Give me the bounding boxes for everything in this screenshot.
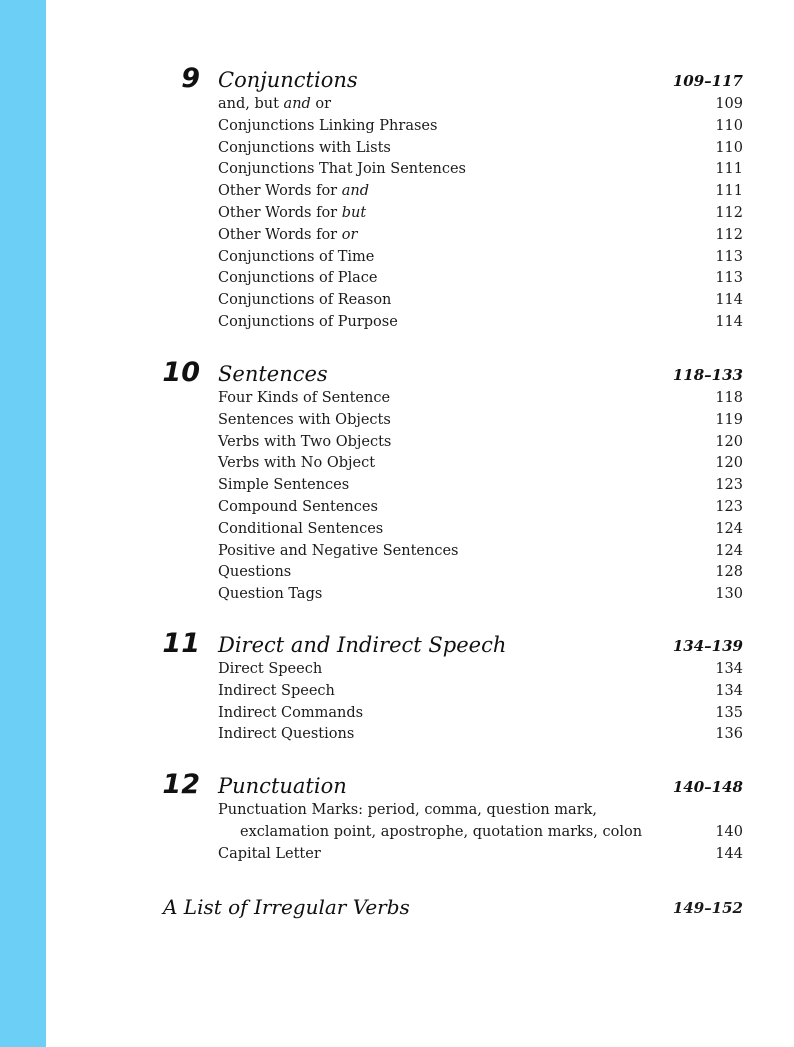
toc-entry <box>0 584 794 606</box>
entry-label <box>218 800 597 821</box>
toc-entry <box>0 94 794 116</box>
entry-label-part: Compound Sentences <box>218 498 378 515</box>
entry-page-number: 114 <box>715 313 743 330</box>
entry-label-part: and, but <box>218 96 284 112</box>
entry-page-number: 111 <box>715 161 743 178</box>
toc-entry <box>0 138 794 160</box>
toc-entry <box>0 312 794 334</box>
toc-entry <box>0 562 794 584</box>
entry-label <box>218 519 383 540</box>
toc-entry <box>0 541 794 563</box>
chapter-title: Punctuation <box>218 774 347 798</box>
entry-page-number: 118 <box>715 390 743 406</box>
chapter-title: Conjunctions <box>218 68 358 92</box>
entry-page-number: 114 <box>715 292 743 309</box>
toc-entry <box>0 203 794 225</box>
chapter-page-range: 134–139 <box>672 637 743 655</box>
toc-entry <box>0 822 794 844</box>
entry-label <box>218 724 354 745</box>
entry-label <box>218 116 437 137</box>
entry-label-part: Conjunctions of Reason <box>218 292 392 309</box>
entry-label <box>218 432 391 453</box>
chapter-10 <box>0 358 794 606</box>
toc-entry <box>0 497 794 519</box>
entry-label-part: exclamation point, apostrophe, quotation marks, colon <box>240 823 643 840</box>
appendix-title: A List of Irregular Verbs <box>163 895 410 919</box>
entry-label <box>218 312 398 333</box>
chapter-page-range: 109–117 <box>672 72 743 90</box>
chapter-entries <box>0 659 794 746</box>
entry-page-number: 120 <box>715 433 743 450</box>
toc-entry <box>0 475 794 497</box>
entry-page-number: 123 <box>715 498 743 515</box>
toc-entry <box>0 844 794 866</box>
entry-label <box>218 410 391 431</box>
entry-label-part: Conjunctions with Lists <box>218 139 391 156</box>
entry-page-number: 134 <box>715 682 743 699</box>
entry-label-part: Conditional Sentences <box>218 520 384 537</box>
entry-label-part: Question Tags <box>218 586 323 603</box>
chapter-heading <box>0 64 794 94</box>
entry-label-part: Conjunctions of Purpose <box>218 313 398 330</box>
entry-page-number: 111 <box>715 183 743 200</box>
toc-entry <box>0 290 794 312</box>
entry-label-part: Other Words for <box>218 226 342 243</box>
entry-label <box>218 290 391 311</box>
entry-label-part: Sentences with Objects <box>218 411 391 428</box>
entry-label <box>218 94 331 115</box>
entry-label-part: Direct Speech <box>218 661 323 677</box>
entry-label-part: Verbs with Two Objects <box>218 433 392 450</box>
entry-label-part: Four Kinds of Sentence <box>218 390 391 406</box>
entry-page-number: 110 <box>715 139 743 156</box>
chapter-entries <box>0 388 794 606</box>
entry-label <box>218 584 322 605</box>
entry-label-part: and <box>283 96 311 112</box>
chapter-11 <box>0 629 794 746</box>
toc-entry <box>0 268 794 290</box>
chapter-entries <box>0 800 794 865</box>
entry-label <box>218 681 335 702</box>
chapter-title: Sentences <box>218 362 328 386</box>
entry-page-number: 112 <box>715 226 743 243</box>
toc-entry <box>0 116 794 138</box>
entry-label-part: Conjunctions of Place <box>218 270 378 287</box>
entry-label <box>218 475 349 496</box>
entry-page-number: 112 <box>715 204 743 221</box>
entry-label <box>218 388 390 409</box>
toc-entry <box>0 410 794 432</box>
entry-label <box>218 181 369 202</box>
chapter-title: Direct and Indirect Speech <box>218 633 507 657</box>
entry-label <box>218 453 375 474</box>
entry-page-number: 123 <box>715 477 743 494</box>
chapter-number: 9 <box>181 63 200 94</box>
entry-label-part: Capital Letter <box>218 845 321 862</box>
entry-page-number: 113 <box>715 248 743 265</box>
entry-label <box>218 247 374 268</box>
toc-entry <box>0 703 794 725</box>
entry-page-number: 109 <box>715 96 743 112</box>
entry-page-number: 136 <box>715 726 743 743</box>
entry-label <box>218 203 366 224</box>
toc-entry <box>0 225 794 247</box>
entry-label <box>218 562 291 583</box>
appendix-page-range: 149–152 <box>672 899 743 917</box>
entry-page-number: 128 <box>715 564 743 581</box>
entry-page-number: 119 <box>715 411 743 428</box>
chapter-page-range: 118–133 <box>672 366 743 384</box>
entry-label <box>218 225 357 246</box>
toc-entry <box>0 247 794 269</box>
toc-entry <box>0 519 794 541</box>
entry-label-part: Positive and Negative Sentences <box>218 542 459 559</box>
entry-page-number: 130 <box>715 586 743 603</box>
entry-page-number: 120 <box>715 455 743 472</box>
chapter-9 <box>0 64 794 334</box>
chapter-heading <box>0 770 794 800</box>
entry-label-part: Conjunctions Linking Phrases <box>218 117 438 134</box>
entry-label-part: and <box>341 183 369 200</box>
toc-entry <box>0 181 794 203</box>
chapter-number: 12 <box>162 769 200 800</box>
entry-label <box>218 659 322 680</box>
entry-label-part: Conjunctions That Join Sentences <box>218 161 467 178</box>
entry-page-number: 124 <box>715 520 743 537</box>
entry-label-part: Simple Sentences <box>218 477 350 494</box>
entry-label <box>218 541 458 562</box>
toc-entry <box>0 681 794 703</box>
chapter-number: 11 <box>162 628 200 659</box>
entry-label-part: but <box>341 204 367 221</box>
entry-label <box>218 497 378 518</box>
entry-label <box>218 844 321 865</box>
entry-label-part: Indirect Questions <box>218 726 355 743</box>
entry-label-part: Questions <box>218 564 292 581</box>
entry-page-number: 135 <box>715 704 743 721</box>
chapter-number: 10 <box>162 357 200 388</box>
chapter-entries <box>0 94 794 334</box>
entry-label-part: Other Words for <box>218 204 342 221</box>
entry-page-number: 124 <box>715 542 743 559</box>
chapter-page-range: 140–148 <box>672 778 743 796</box>
entry-label <box>218 703 363 724</box>
chapter-heading <box>0 629 794 659</box>
entry-label-part: Other Words for <box>218 183 342 200</box>
toc-entry <box>0 159 794 181</box>
entry-page-number: 134 <box>715 661 743 677</box>
entry-label-part: Indirect Commands <box>218 704 364 721</box>
entry-label-part: Verbs with No Object <box>218 455 376 472</box>
toc-entry <box>0 800 794 822</box>
entry-label-part: Conjunctions of Time <box>218 248 375 265</box>
entry-label-part: Indirect Speech <box>218 682 335 699</box>
entry-page-number: 110 <box>715 117 743 134</box>
entry-label <box>218 138 391 159</box>
toc-entry <box>0 724 794 746</box>
chapter-12 <box>0 770 794 865</box>
entry-label-part: or <box>341 226 358 243</box>
entry-label <box>240 822 642 843</box>
toc-entry <box>0 432 794 454</box>
entry-label-part: or <box>310 96 332 112</box>
chapter-heading <box>0 358 794 388</box>
entry-label <box>218 159 466 180</box>
toc-entry <box>0 453 794 475</box>
toc-entry <box>0 659 794 681</box>
entry-label-part: Punctuation Marks: period, comma, question mark, <box>218 802 598 818</box>
entry-page-number: 140 <box>715 823 743 840</box>
toc-entry <box>0 388 794 410</box>
entry-page-number: 144 <box>715 845 743 862</box>
entry-page-number: 113 <box>715 270 743 287</box>
entry-label <box>218 268 378 289</box>
appendix-heading <box>0 893 794 923</box>
